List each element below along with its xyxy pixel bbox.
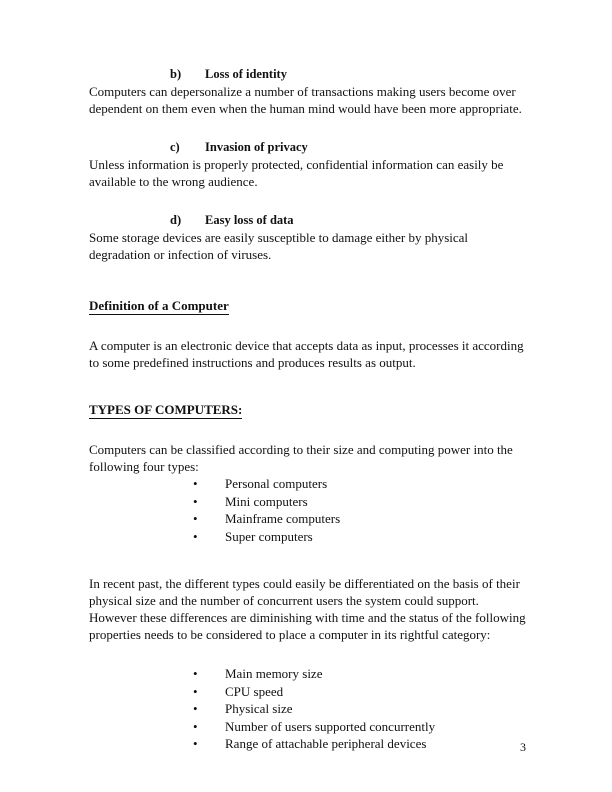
list-item-label: Physical size xyxy=(225,701,293,716)
types-intro: Computers can be classified according to their size and computing power into the following four types: xyxy=(89,442,513,474)
spacer xyxy=(89,117,526,139)
bullet-icon: • xyxy=(193,528,198,544)
lettered-heading-b-label: b) xyxy=(170,67,182,81)
list-item xyxy=(89,718,526,736)
spacer xyxy=(89,545,526,575)
page-number: 3 xyxy=(520,740,526,754)
list-item xyxy=(89,700,526,718)
recent-past-paragraph: In recent past, the different types could easily be differentiated on the basis of their physical size and the number of concurrent users the system could support. However these differences are diminishing with time and the status of the following properties needs to be considered to place a computer in its rightful category: xyxy=(89,576,526,642)
spacer xyxy=(89,643,526,665)
definition-heading-wrap xyxy=(89,297,526,315)
lettered-heading-d xyxy=(89,212,526,229)
list-item-label: Personal computers xyxy=(225,476,328,491)
list-item xyxy=(89,665,526,683)
bullet-icon: • xyxy=(193,493,198,509)
list-item xyxy=(89,493,526,511)
section-d-body: Some storage devices are easily susceptible to damage either by physical degradation or infection of viruses. xyxy=(89,230,469,262)
list-item-label: Number of users supported concurrently xyxy=(225,718,436,734)
types-heading-wrap xyxy=(89,401,526,419)
list-item-label: Mini computers xyxy=(225,493,308,509)
bullet-icon: • xyxy=(193,683,198,699)
bullet-icon: • xyxy=(193,666,198,681)
spacer xyxy=(89,371,526,401)
spacer xyxy=(89,190,526,212)
lettered-heading-c xyxy=(89,139,526,156)
definition-heading: Definition of a Computer xyxy=(89,298,229,313)
list-item-label: Super computers xyxy=(225,528,313,544)
spacer xyxy=(89,419,526,441)
spacer xyxy=(89,315,526,337)
lettered-heading-b-title: Loss of identity xyxy=(205,67,287,81)
properties-list xyxy=(89,665,526,753)
list-item xyxy=(89,510,526,528)
section-c-body: Unless information is properly protected, confidential information can easily be available to the wrong audience. xyxy=(89,157,504,189)
page-content xyxy=(89,66,526,753)
list-item xyxy=(89,683,526,701)
lettered-heading-d-title: Easy loss of data xyxy=(205,213,294,227)
types-heading: TYPES OF COMPUTERS: xyxy=(89,402,243,417)
lettered-heading-b xyxy=(89,66,526,83)
bullet-icon: • xyxy=(193,736,198,751)
bullet-icon: • xyxy=(193,718,198,734)
bullet-icon: • xyxy=(193,476,198,491)
list-item-label: CPU speed xyxy=(225,683,284,699)
types-list xyxy=(89,475,526,545)
lettered-heading-c-title: Invasion of privacy xyxy=(205,140,308,154)
definition-body: A computer is an electronic device that accepts data as input, processes it according to some predefined instructions and produces results as output. xyxy=(89,338,524,370)
list-item-label: Main memory size xyxy=(225,666,323,681)
list-item xyxy=(89,475,526,493)
list-item-label: Mainframe computers xyxy=(225,511,341,526)
list-item xyxy=(89,528,526,546)
spacer xyxy=(89,263,526,297)
lettered-heading-c-label: c) xyxy=(170,140,180,154)
list-item-label: Range of attachable peripheral devices xyxy=(225,736,427,751)
section-b-body: Computers can depersonalize a number of transactions making users become over dependent on them even when the human mind would have been more appropriate. xyxy=(89,84,522,116)
list-item xyxy=(89,735,526,753)
lettered-heading-d-label: d) xyxy=(170,213,182,227)
bullet-icon: • xyxy=(193,701,198,716)
bullet-icon: • xyxy=(193,511,198,526)
